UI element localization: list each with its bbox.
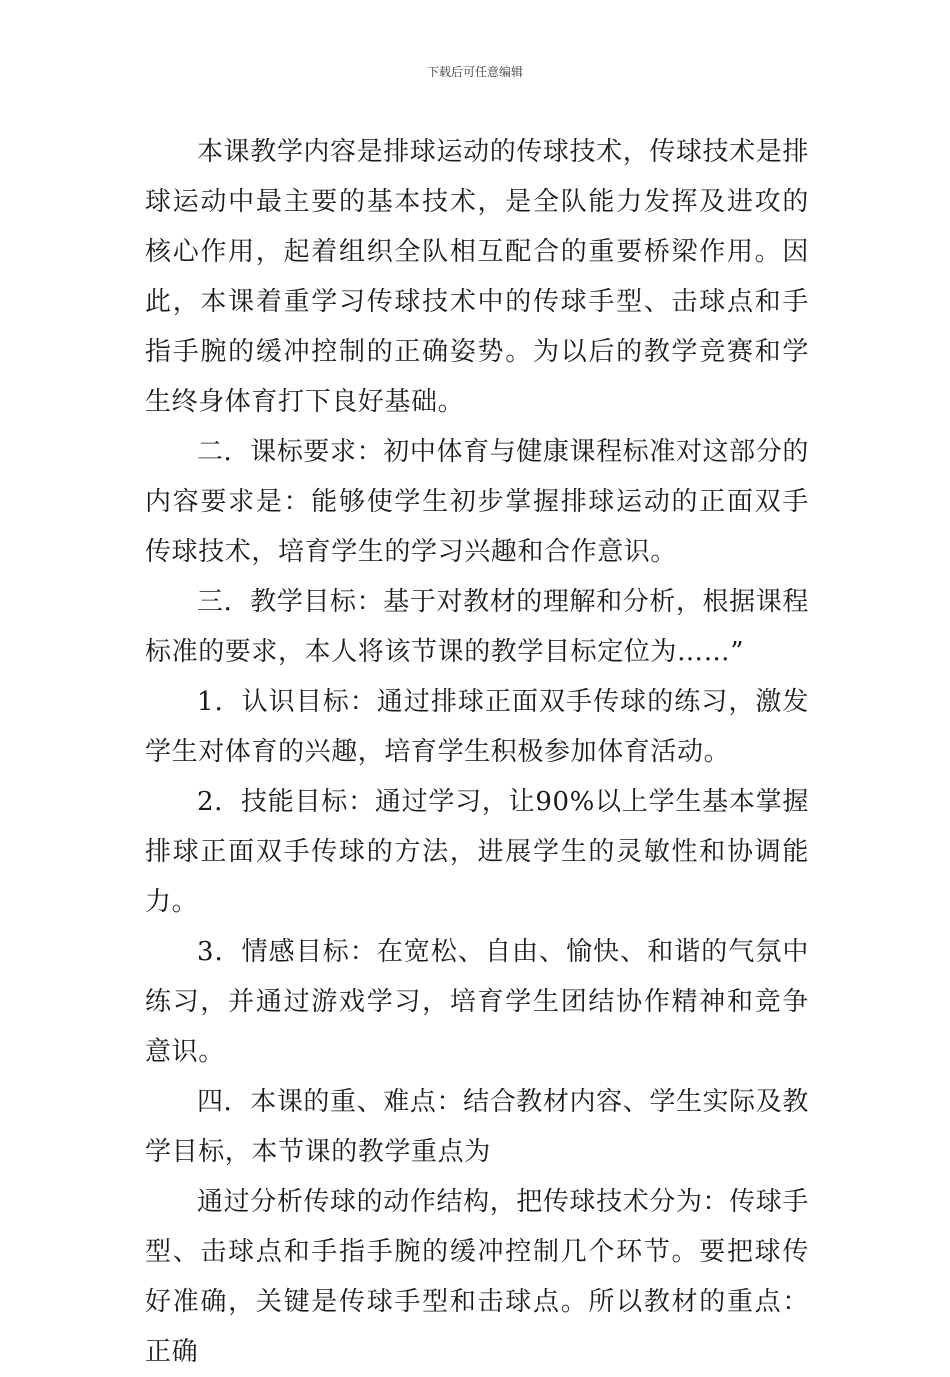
- paragraph-curriculum-requirements: 二．课标要求：初中体育与健康课程标准对这部分的内容要求是：能够使学生初步掌握排球运动的正面双手传球技术，培育学生的学习兴趣和合作意识。: [145, 437, 809, 567]
- paragraph-emotional-objective: 3．情感目标：在宽松、自由、愉快、和谐的气氛中练习，并通过游戏学习，培育学生团结协作精神和竞争意识。: [145, 937, 809, 1067]
- paragraph-teaching-objectives: 三．教学目标：基于对教材的理解和分析，根据课程标准的要求，本人将该节课的教学目标定位为……”: [145, 587, 809, 667]
- paragraph-skill-objective: 2．技能目标：通过学习，让90%以上学生基本掌握排球正面双手传球的方法，进展学生的灵敏性和协调能力。: [145, 787, 809, 917]
- paragraph-key-difficult-points: 四．本课的重、难点：结合教材内容、学生实际及教学目标，本节课的教学重点为: [145, 1087, 809, 1167]
- paragraph-technique-analysis: 通过分析传球的动作结构，把传球技术分为：传球手型、击球点和手指手腕的缓冲控制几个环节。要把球传好准确，关键是传球手型和击球点。所以教材的重点：正确: [145, 1187, 809, 1367]
- paragraph-content-intro: 本课教学内容是排球运动的传球技术，传球技术是排球运动中最主要的基本技术，是全队能力发挥及进攻的核心作用，起着组织全队相互配合的重要桥梁作用。因此，本课着重学习传球技术中的传球手型、击球点和手指手腕的缓冲控制的正确姿势。为以后的教学竞赛和学生终身体育打下良好基础。: [145, 137, 809, 417]
- paragraph-cognitive-objective: 1．认识目标：通过排球正面双手传球的练习，激发学生对体育的兴趣，培育学生积极参加体育活动。: [145, 687, 809, 767]
- page-header: 下载后可任意编辑: [426, 65, 523, 79]
- document-body: [145, 127, 809, 1377]
